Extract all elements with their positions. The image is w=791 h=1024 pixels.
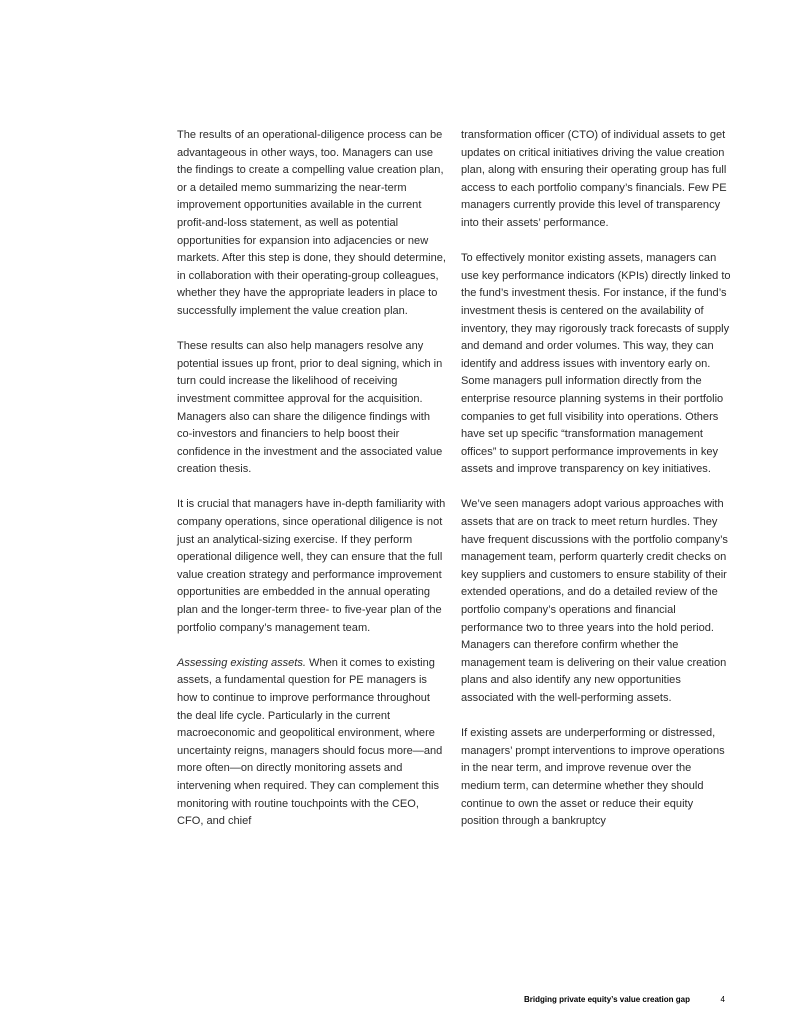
paragraph: If existing assets are underperforming or distressed, managers’ prompt interventions to improve operations in the near term, and improve revenue over the medium term, can determine whether they should continue to own the asset or reduce their equity position through a bankruptcy bbox=[461, 727, 725, 828]
section-lead-in: Assessing existing assets. bbox=[177, 656, 306, 669]
paragraph: The results of an operational-diligence process can be advantageous in other ways, too. Managers can use the findings to create a compelling value creation plan, or a detailed memo summarizing the near-term improvement opportunities available in the current profit-and-loss statement, as well as potential opportunities for expansion into adjacencies or new markets. After this step is done, they should determine, in collaboration with their operating-group colleagues, whether they have the appropriate leaders in place to successfully implement the value creation plan. bbox=[177, 129, 446, 317]
left-column bbox=[177, 127, 447, 831]
paragraph: These results can also help managers resolve any potential issues up front, prior to deal signing, which in turn could increase the likelihood of receiving investment committee approval for the acquisition. Managers also can share the diligence findings with co-investors and financiers to help boost their confidence in the investment and the associated value creation thesis. bbox=[177, 340, 443, 476]
right-column bbox=[461, 127, 731, 831]
paragraph: transformation officer (CTO) of individual assets to get updates on critical initiatives driving the value creation plan, along with ensuring their operating group has full access to each portfolio company’s financials. Few PE managers currently provide this level of transparency into their assets’ performance. bbox=[461, 129, 727, 229]
paragraph: It is crucial that managers have in-depth familiarity with company operations, since operational diligence is not just an analytical-sizing exercise. If they perform operational diligence well, they can ensure that the full value creation strategy and performance improvement opportunities are embedded in the annual operating plan and the longer-term three- to five-year plan of the portfolio company’s management team. bbox=[177, 498, 446, 634]
paragraph bbox=[177, 655, 447, 831]
paragraph: To effectively monitor existing assets, managers can use key performance indicators (KPIs) directly linked to the fund’s investment thesis. For instance, if the fund’s investment thesis is centered on the availability of inventory, they may rigorously track forecasts of supply and demand and order volumes. This way, they can identify and address issues with inventory early on. Some managers pull information directly from the enterprise resource planning systems in their portfolio companies to get full visibility into operations. Others have set up specific “transformation management offices” to support performance improvements in key assets and improve transparency on key initiatives. bbox=[461, 252, 731, 476]
footer-title: Bridging private equity’s value creation gap bbox=[524, 995, 690, 1004]
paragraph: We’ve seen managers adopt various approaches with assets that are on track to meet return hurdles. They have frequent discussions with the portfolio company’s management team, perform quarterly credit checks on key suppliers and customers to ensure stability of their extended operations, and do a detailed review of the portfolio company’s operations and financial performance two to three years into the hold period. Managers can therefore confirm whether the management team is delivering on their value creation plans and also identify any new opportunities associated with the well-performing assets. bbox=[461, 498, 728, 704]
paragraph-body: When it comes to existing assets, a fundamental question for PE managers is how to continue to improve performance throughout the deal life cycle. Particularly in the current macroeconomic and geopolitical environment, where uncertainty reigns, managers should focus more—and more often—on directly monitoring assets and intervening when required. They can complement this monitoring with routine touchpoints with the CEO, CFO, and chief bbox=[177, 656, 443, 828]
page-number: 4 bbox=[720, 995, 725, 1004]
